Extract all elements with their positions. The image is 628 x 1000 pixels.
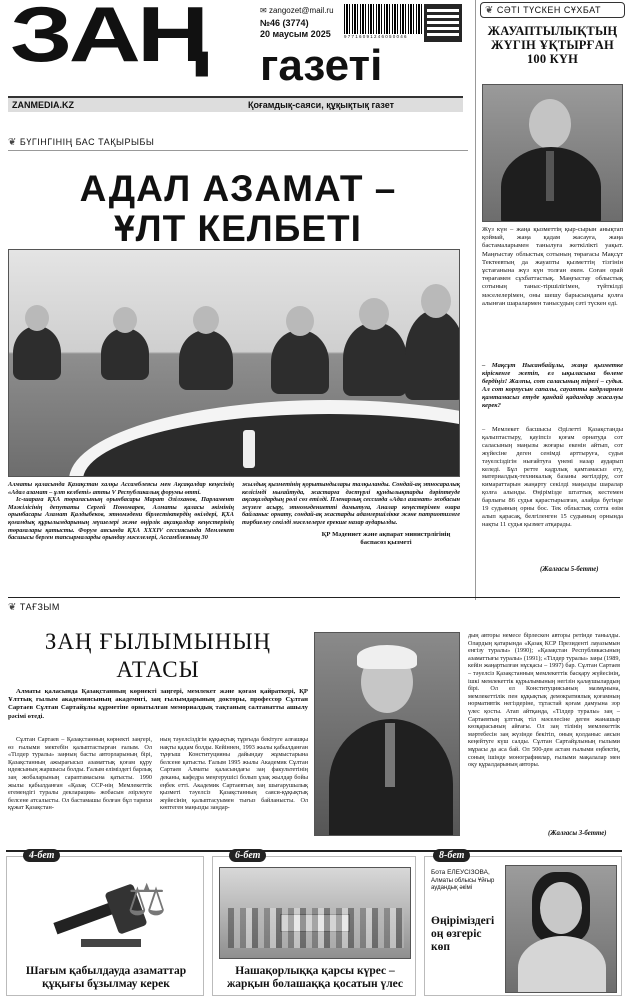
tribute-section-head: ❦ ТАҒЗЫМ	[8, 602, 60, 613]
sidebar-interview	[480, 0, 625, 600]
tribute-story	[8, 600, 620, 845]
portrait-head	[540, 882, 582, 934]
ornament-icon: ❦	[8, 602, 17, 613]
portrait-tie	[546, 151, 554, 201]
email-icon: ✉	[260, 6, 267, 15]
logo-bottom: газеті	[260, 41, 383, 90]
lead-headline	[8, 169, 468, 249]
crowd	[228, 908, 404, 948]
teaser-photo-crowd	[219, 867, 411, 959]
tribute-continued: (Жалғасы 3-бетте)	[548, 830, 607, 837]
tribute-col-2: ның тәуелсіздігін құқықтық тұрғыда бекітуге алғашқы нақты қадам болды. Кейіннен, 1993 жылы қабылданған тұңғыш Конституцияны дайындау жұмыстарына белсене қатысты. Ғалым 1995 жылы Академик Сұлтан Сартаев Алматы қаласындағы заң факультетінің деканы, кафедра меңгерушісі болып ұзақ жылдар бойы еңбек етті. Академик Сартаевтың заң шығарушылық қызметі тәуелсіз Қазақстанның саяси-құқықтық жүйесінің қалыптасуымен тығыз байланысты. Ол көптеген маңызды заңдар-	[160, 736, 308, 812]
teaser-strip	[6, 850, 622, 998]
sidebar-body-1: Жүз күн – жаңа қызметтің қыр-сырын анықтап қоймай, жаңа қадам жасауға, жаңа бастамаларымен танылуға жеткілікті уақыт. Маңғыстау облыстық сотының төрағасы Мақсұт Тектеевтың да жауапты қызметтің тізгінін ұстағанына жүз күн толған екен. Соған орай төрағамен сұхбаттастық. Маңғыстау облыстық сотының таныс-тіршілігімен, түйткілді мәселелерімен, оны шешу барысындағы қолға алынған шаралармен танысудың сәті түскен еді.	[482, 226, 623, 307]
lead-headline-line2: ҰЛТ КЕЛБЕТІ	[114, 208, 362, 249]
teaser-2[interactable]	[212, 850, 416, 996]
lead-caption: Алматы қаласында Қазақстан халқы Ассамблеясы мен Ақсақалдар кеңесінің «Адал азамат – ұлт келбеті» атты V Республикалық форумы өтті.	[8, 481, 234, 496]
sidebar-continued: (Жалғасы 5-бетте)	[540, 566, 599, 573]
sidebar-headline: ЖАУАПТЫЛЫҚТЫҢ ЖҮГІН ҰҚТЫРҒАН 100 КҮН	[487, 24, 618, 66]
column-divider	[475, 0, 476, 600]
person-5	[343, 322, 407, 396]
lead-story	[8, 135, 468, 600]
teaser-page-badge: 6-бет	[229, 849, 266, 862]
issue-number: №46 (3774)	[260, 18, 309, 28]
issue-date: 20 маусым 2025	[260, 29, 331, 39]
scales-icon: ⚖	[127, 876, 167, 925]
teaser-page-badge: 4-бет	[23, 849, 60, 862]
sidebar-answer: – Мемлекет басшысы Әділетті Қазақстанды қалыптастыру, қауіпсіз қоғам орнатуда сот саласының маңызы жоғары екенін айтып, сот жүйесіне деген сенімді арттыруға, судья тәуелсіздігін нығайтуға үнемі назар аударып келеді. Бұл ретте кадрлық қамтамасыз ету, материалдық-техникалық базаны жетілдіру, сот кимараттарын жаңарту секілді маңызды шаралар қолға алынды. Өңірімізде штаттық кестемен барлығы 86 судья қарастырылған, алайда бүгінде 19 судьяның орны бос. Тек облыстық сотта өзім алып қарасақ, белгіленген 15 судьяның орнында нақты 11 судья қызмет атқарады.	[482, 426, 623, 528]
portrait-tie	[385, 723, 395, 787]
teaser-title: Нашақорлыққа қарсы күрес – жарқын болашаққа қосатын үлес	[226, 965, 404, 990]
tagline: Қоғамдық-саяси, құқықтық газет	[248, 100, 395, 110]
table-edge	[69, 400, 460, 477]
email: ✉ zangozet@mail.ru	[260, 6, 334, 15]
tribute-col-3: дың авторы немесе бірлескен авторы ретінде танылды. Олардың қатарында «Қазақ КСР Президенті лауазымын енгізу туралы» (1990); «Қазақстан Республикасының азаматтығы туралы» (1991); «Тілдер туралы» заңы (1989, кейін жаңартылған нұсқасы – 1997) бар. Сұлтан Сартаев – тәуелсіз Қазақстанның мемлекеттік басқару жүйесінің, ішкі мемлекеттік құрылымының негізін қалаушылардың бірі. Ол ел Конституциясының мазмұнына, мемлекеттілік пен құқықтық демократиялық қоғамның нормативтік негіздеріне, тұтастай қоғам дамуына зор үлес қосты. Атап айтқанда, «Тілдер туралы» заң – Сартаевтың ұлттық тіл мәселесіне деген жанашыр көзқарасының айғағы. Ол заң тілінің мемлекеттік мәртебесін заң жүзінде бекітіп, оның қолданыс аясын кеңейтуге күш салды. Сұлтан Сартайұлының ғылыми мұрасы да аса бай. Ол 500-ден астам ғылыми еңбектің, соның ішінде монографиялар, ғылыми мақалалар мен оқу құралдарының авторы.	[468, 632, 620, 769]
person-6	[405, 310, 460, 400]
teaser-author: Бота ЕЛЕУСІЗОВА,	[431, 869, 490, 876]
lead-section-head: ❦ БҮГІНГІНІҢ БАС ТАҚЫРЫБЫ	[8, 135, 468, 151]
sidebar-section-head: ❦ СӘТІ ТҮСКЕН СҰХБАТ	[480, 2, 625, 18]
person-3-head	[193, 306, 219, 334]
person-2	[101, 328, 149, 380]
lead-source: ҚР Мәдениет және ақпарат министрлігінің баспасөз қызметі	[321, 530, 451, 546]
lead-body-col2: жылдық қызметінің қорытындылары талқыланды. Сондай-ақ этносаралық келісімді нығайтуда, жастарға дәстүрлі құндылықтарды дәріптеуде ақсақалдардың рөлі сөз етілді. Пленарлық сессияда «Адал азамат» жобасын жүзеге асыру, этномәдениетті дамытуға, Аналар кеңестерімен өзара байланыс орнату, сондай-ақ жастарды адамгершілікке және патриотизмге тәрбиелеу секілді мәселелерге ерекше назар аударылды.	[242, 481, 460, 526]
teaser-page-badge: 8-бет	[433, 849, 470, 862]
masthead	[8, 0, 463, 114]
tribute-col-1: Сұлтан Сартаев – Қазақстанның көрнекті заңгері, өз ғылыми мектебін қалыптастырған ғалым. Ол «Тілдер туралы» заңның басты авторларының бірі, Қазақстанның ажырағысыз азаматтық қоғам құру идеясының жаршысы болды. Ғалым еліміздегі барлық заң жобаларының сараптамасына қатысты. 1990 жылы қабылданған «Қазақ ССР-нің Мемлекеттік егемендігі туралы декларация» жобасын әзірлеуге белсене атсалысты. Ол бастамашы болған бұл тарихи құжат Қазақстан-	[8, 736, 152, 812]
person-6-head	[421, 284, 451, 318]
section-divider	[8, 597, 620, 598]
sidebar-question: – Мақсұт Нысанбайұлы, жаңа қызметке кіріскенге жетіп, ел ықыласына бөлене бердіңіз! Жалпы, сот саласының тірегі – судья. Ал сот корпусын сапалы, сауатты кадрлармен қамтамасыз етуде қандай қадамдар жасалуы керек?	[482, 362, 623, 409]
portrait-body	[518, 936, 606, 993]
person-4	[271, 330, 329, 394]
lead-photo	[8, 249, 460, 477]
sidebar-portrait	[482, 84, 623, 222]
person-4-head	[286, 306, 314, 336]
portrait-hair	[357, 645, 417, 669]
barcode-number: 9 7 7 1 6 0 9 1 2 4 6 0 5 0 0 4 6	[344, 34, 407, 39]
logo-top: ЗАҢ	[10, 0, 206, 78]
person-2-head	[113, 307, 137, 333]
tribute-headline	[8, 628, 308, 684]
ornament-icon: ❦	[8, 137, 17, 148]
lead-col-1	[8, 481, 234, 542]
teaser-title: Өңіріміздегі оң өзгеріс көп	[431, 915, 495, 953]
teaser-portrait	[505, 865, 617, 993]
lead-col-2	[242, 481, 460, 547]
tribute-headline-line1: ЗАҢ ҒЫЛЫМЫНЫҢ	[44, 629, 272, 654]
person-5-head	[359, 298, 389, 330]
tribute-headline-line2: АТАСЫ	[116, 657, 200, 682]
teaser-author-role: Алматы облысы Ұйғыр аудандық әкімі	[431, 878, 495, 891]
teaser-title: Шағым қабылдауда азаматтар құқығы бұзылмау керек	[25, 965, 187, 990]
qr-code-icon	[424, 4, 462, 42]
person-3	[179, 330, 233, 390]
ornament-icon: ❦	[485, 5, 494, 16]
tribute-lead: Алматы қаласында Қазақстанның көрнекті заңгері, мемлекет және қоғам қайраткері, ҚР Ұлттық ғылым академиясының академигі, заң ғылымдарының докторы, профессор Сұлтан Сартаев Сұлтан Сартайұлы құрметіне орнатылған мемориалдық тақтаның салтанатты ашылу рәсімі өтеді.	[8, 688, 308, 720]
water-bottle	[243, 430, 255, 468]
lead-headline-line1: АДАЛ АЗАМАТ –	[79, 168, 397, 209]
tribute-portrait	[314, 632, 460, 836]
masthead-bar	[8, 96, 463, 112]
barcode	[344, 4, 422, 44]
teaser-1[interactable]	[6, 850, 204, 996]
person-1	[13, 326, 61, 380]
portrait-head	[529, 99, 571, 149]
person-1-head	[25, 305, 49, 331]
lead-body-col1: Іс-шараға ҚХА төрағасының орынбасары Марат Әзілханов, Парламент Мәжілісінің депутаты Сергей Пономарев, Алматы қаласы әкімінің орынбасары Азамат Қалдыбеков, этномәдени бірлестіктердің өкілдері, ҚХА қоғамдық құрылымдарының мүшелері және өңірлік ақсақалдар кеңестерінің төрағалары қатысты. Форум аясында ҚХА ХХХІV сессиясында Мемлекет басшысы берген тапсырмаларды орындау мәселелері, Ассамблеяның 30	[8, 496, 234, 542]
website[interactable]: ZANMEDIA.KZ	[12, 100, 74, 110]
teaser-3[interactable]	[424, 850, 622, 996]
